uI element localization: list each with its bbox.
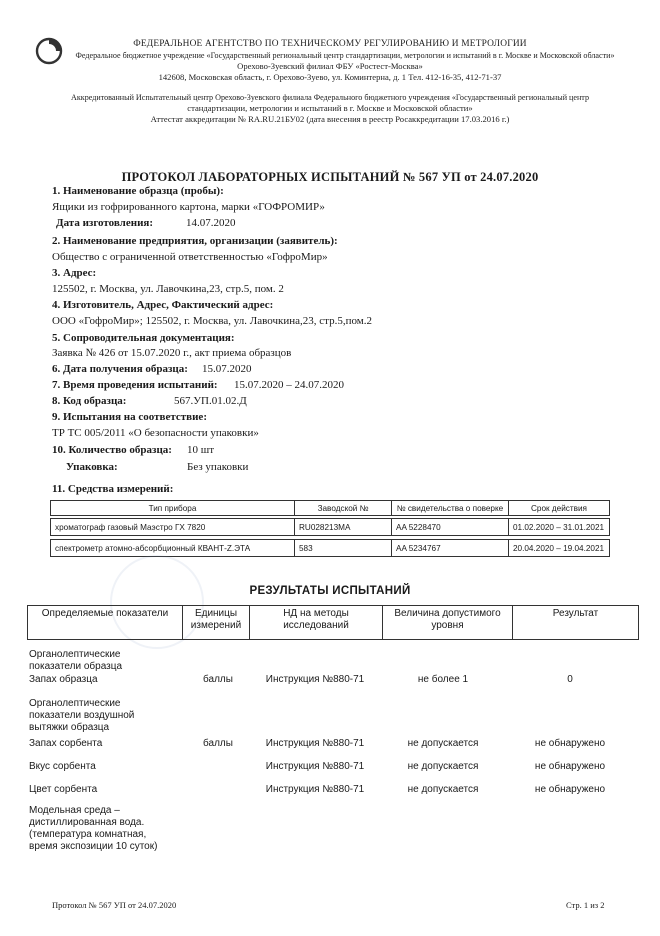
section-4-value: ООО «ГофроМир»; 125502, г. Москва, ул. Лавочкина,23, стр.5,пом.2 — [52, 315, 372, 327]
col-header-methods: НД на методы исследований — [250, 606, 383, 640]
col-header-indicator: Определяемые показатели — [28, 606, 183, 640]
result-row-1-indicator: Запах образца — [29, 674, 98, 685]
table-row — [51, 540, 610, 557]
table-header-row — [51, 501, 610, 516]
footer-page-number: Стр. 1 из 2 — [566, 900, 605, 910]
result-row-2-method: Инструкция №880-71 — [265, 738, 365, 749]
section-6-value: 15.07.2020 — [202, 363, 252, 375]
section-9-value: ТР ТС 005/2011 «О безопасности упаковки» — [52, 427, 259, 439]
section-2-label: 2. Наименование предприятия, организации (заявитель): — [52, 235, 338, 247]
device-certificate: AA 5234767 — [392, 540, 509, 557]
model-medium-note: Модельная среда – дистиллированная вода. (температура комнатная, время экспозиции 10 суток) — [29, 805, 158, 852]
col-header-serial: Заводской № — [295, 501, 392, 516]
section-5-value: Заявка № 426 от 15.07.2020 г., акт приема образцов — [52, 347, 292, 359]
device-type: спектрометр атомно-абсорбционный КВАНТ-Z.ЭТА — [51, 540, 295, 557]
section-3-value: 125502, г. Москва, ул. Лавочкина,23, стр.5, пом. 2 — [52, 283, 284, 295]
result-row-3-result: не обнаружено — [534, 761, 606, 772]
institution-name: Федеральное бюджетное учреждение «Государственный региональный центр стандартизации, метрологии и испытаний в г. Москве и Московской области» — [75, 51, 615, 60]
result-row-4-result: не обнаружено — [534, 784, 606, 795]
device-validity: 20.04.2020 – 19.04.2021 — [509, 540, 610, 557]
section-1-label: 1. Наименование образца (пробы): — [52, 185, 224, 197]
col-header-allowed-level: Величина допустимого уровня — [383, 606, 513, 640]
table-header-row — [28, 606, 639, 640]
protocol-title: ПРОТОКОЛ ЛАБОРАТОРНЫХ ИСПЫТАНИЙ № 567 УП от 24.07.2020 — [121, 170, 539, 184]
section-7-label: 7. Время проведения испытаний: — [52, 379, 218, 391]
section-3-label: 3. Адрес: — [52, 267, 97, 279]
group-organoleptic-sample: Органолептические показатели образца — [29, 649, 123, 672]
result-row-4-method: Инструкция №880-71 — [265, 784, 365, 795]
result-row-1-result: 0 — [567, 674, 573, 685]
branch-address: 142608, Московская область, г. Орехово-Зуево, ул. Коминтерна, д. 1 Тел. 412-16-35, 412-71-37 — [158, 72, 502, 82]
result-row-1-method: Инструкция №880-71 — [265, 674, 365, 685]
section-8-label: 8. Код образца: — [52, 395, 127, 407]
agency-name: ФЕДЕРАЛЬНОЕ АГЕНТСТВО ПО ТЕХНИЧЕСКОМУ РЕГУЛИРОВАНИЮ И МЕТРОЛОГИИ — [133, 39, 527, 49]
result-row-2-result: не обнаружено — [534, 738, 606, 749]
result-row-1-allowed: не более 1 — [417, 674, 469, 685]
packaging-value: Без упаковки — [187, 461, 249, 473]
section-2-value: Общество с ограниченной ответственностью «ГофроМир» — [52, 251, 328, 263]
results-title: РЕЗУЛЬТАТЫ ИСПЫТАНИЙ — [249, 585, 411, 597]
section-9-label: 9. Испытания на соответствие: — [52, 411, 207, 423]
col-header-device-type: Тип прибора — [51, 501, 295, 516]
result-row-2-allowed: не допускается — [407, 738, 479, 749]
device-serial: 583 — [295, 540, 392, 557]
accreditation-line-2: стандартизации, метрологии и испытаний в г. Москве и Московской области» — [187, 103, 473, 113]
manufacture-date-value: 14.07.2020 — [186, 217, 236, 229]
group-organoleptic-air-extract: Органолептические показатели воздушной вытяжки образца — [29, 698, 135, 733]
device-serial: RU028213MA — [295, 519, 392, 536]
manufacture-date-label: Дата изготовления: — [56, 217, 154, 229]
section-7-value: 15.07.2020 – 24.07.2020 — [234, 379, 344, 391]
results-header-table — [27, 605, 639, 640]
result-row-2-units: баллы — [203, 738, 233, 749]
device-type: хроматограф газовый Маэстро ГХ 7820 — [51, 519, 295, 536]
instruments-table — [50, 500, 610, 516]
col-header-validity: Срок действия — [509, 501, 610, 516]
section-10-label: 10. Количество образца: — [52, 444, 172, 456]
col-header-units: Единицы измерений — [183, 606, 250, 640]
section-5-label: 5. Сопроводительная документация: — [52, 332, 235, 344]
accreditation-line-1: Аккредитованный Испытательный центр Орехово-Зуевского филиала Федерального бюджетного учреждения «Государственный региональный центр — [71, 93, 589, 102]
section-1-value: Ящики из гофрированного картона, марки «ГОФРОМИР» — [52, 201, 325, 213]
instruments-table-row-1 — [50, 518, 610, 536]
result-row-3-indicator: Вкус сорбента — [29, 761, 96, 772]
result-row-4-allowed: не допускается — [407, 784, 479, 795]
accreditation-certificate: Аттестат аккредитации № RA.RU.21БУ02 (дата внесения в реестр Росаккредитации 17.03.2016 г.) — [150, 114, 510, 124]
col-header-certificate: № свидетельства о поверке — [392, 501, 509, 516]
col-header-result: Результат — [513, 606, 639, 640]
section-6-label: 6. Дата получения образца: — [52, 363, 188, 375]
section-11-label: 11. Средства измерений: — [52, 483, 174, 495]
section-10-value: 10 шт — [187, 444, 215, 456]
footer-protocol-ref: Протокол № 567 УП от 24.07.2020 — [52, 900, 177, 910]
device-validity: 01.02.2020 – 31.01.2021 — [509, 519, 610, 536]
result-row-1-units: баллы — [203, 674, 233, 685]
packaging-label: Упаковка: — [66, 461, 118, 473]
result-row-4-indicator: Цвет сорбента — [29, 784, 98, 795]
device-certificate: AA 5228470 — [392, 519, 509, 536]
result-row-3-allowed: не допускается — [407, 761, 479, 772]
section-8-value: 567.УП.01.02.Д — [174, 395, 247, 407]
result-row-3-method: Инструкция №880-71 — [265, 761, 365, 772]
section-4-label: 4. Изготовитель, Адрес, Фактический адрес: — [52, 299, 274, 311]
branch-name: Орехово-Зуевский филиал ФБУ «Ростест-Москва» — [237, 61, 423, 71]
result-row-2-indicator: Запах сорбента — [29, 738, 103, 749]
table-row — [51, 519, 610, 536]
instruments-table-row-2 — [50, 539, 610, 557]
